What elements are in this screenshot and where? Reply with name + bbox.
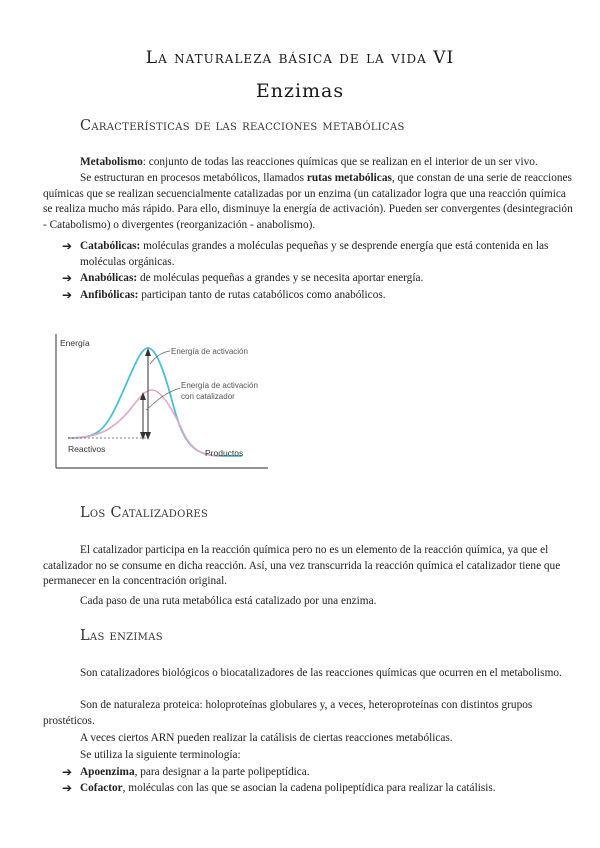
paragraph-terminologia: Se utiliza la siguiente terminología: <box>80 749 241 761</box>
text-cofactor: , moléculas con las que se asocian la cadena polipeptídica para realizar la catálisis. <box>122 782 496 794</box>
section-heading-catalizadores: Los Catalizadores <box>80 505 209 521</box>
term-catabolicas: Catabólicas: <box>80 240 141 252</box>
term-anfibolicas: Anfibólicas: <box>80 289 139 301</box>
list-item-apoenzima <box>62 765 572 781</box>
rutas-text-a: Se estructuran en procesos metabólicos, llamados <box>80 172 307 184</box>
paragraph-arn: A veces ciertos ARN pueden realizar la catálisis de ciertas reacciones metabólicas. <box>80 732 453 744</box>
paragraph-catalizador: El catalizador participa en la reacción química pero no es un elemento de la reacción química, ya que el catalizador no se consume en dicha reacción. Así, una vez transcurrida la reacción química el catalizador tiene que permanecer en la concentración original. <box>43 544 561 588</box>
term-anabolicas: Anabólicas: <box>80 272 138 284</box>
paragraph-ruta-enzima: Cada paso de una ruta metabólica está catalizado por una enzima. <box>80 595 377 607</box>
label-catalyzed-line2: con catalizador <box>181 392 235 401</box>
term-metabolismo: Metabolismo <box>80 156 143 168</box>
label-products: Productos <box>205 448 244 458</box>
list-item-anfibolicas <box>62 288 572 304</box>
catalyzed-arrow-head-down <box>140 432 146 440</box>
list-item-catabolicas <box>62 239 572 270</box>
section-heading-enzimas: Las enzimas <box>80 628 163 644</box>
catalyzed-label-leader <box>146 388 180 410</box>
arrow-icon: ➔ <box>62 271 73 285</box>
list-item-cofactor <box>62 781 572 797</box>
text-apoenzima: , para designar a la parte polipeptídica. <box>134 766 310 778</box>
arrow-icon: ➔ <box>62 288 73 302</box>
section-heading-reacciones: Características de las reacciones metabólicas <box>80 118 405 134</box>
document-subtitle: Enzimas <box>255 80 345 102</box>
arrow-icon: ➔ <box>62 781 73 795</box>
activation-arrow-head-down <box>145 432 151 440</box>
label-reactants: Reactivos <box>68 444 106 454</box>
label-activation-energy: Energía de activación <box>171 347 248 356</box>
document-title: La naturaleza básica de la vida VI <box>145 48 455 68</box>
text-anfibolicas: participan tanto de rutas catabólicos como anabólicos. <box>138 289 386 301</box>
paragraph-biocatalizadores: Son catalizadores biológicos o biocatalizadores de las reacciones químicas que ocurren en el metabolismo. <box>80 667 562 679</box>
term-rutas-metabolicas: rutas metabólicas <box>306 172 392 184</box>
text-anabolicas: de moléculas pequeñas a grandes y se necesita aportar energía. <box>137 272 424 284</box>
arrow-icon: ➔ <box>62 239 73 253</box>
rutas-text-b: , que constan de una serie de reacciones químicas que se realizan secuencialmente catalizadas por un enzima (un catalizador logra que una reacción química se realiza mucho más rápido. Para ello, disminuye la energía de activación). Pueden ser convergentes (desintegración - Catabolismo) o divergentes (reorganización - anabolismo). <box>43 172 573 232</box>
paragraph-metabolismo <box>43 155 573 171</box>
definition-metabolismo: : conjunto de todas las reacciones químicas que se realizan en el interior de un ser vivo. <box>142 156 538 168</box>
list-item-anabolicas <box>62 271 572 287</box>
text-catabolicas: moléculas grandes a moléculas pequeñas y se desprende energía que está contenida en las moléculas orgánicas. <box>80 240 549 268</box>
paragraph-naturaleza-proteica: Son de naturaleza proteica: holoproteínas globulares y, a veces, heteroproteínas con distintos grupos prostéticos. <box>43 699 533 727</box>
paragraph-rutas <box>43 171 573 234</box>
term-apoenzima: Apoenzima <box>80 766 135 778</box>
activation-energy-svg <box>52 330 272 470</box>
label-catalyzed-line1: Energía de activación <box>181 381 258 390</box>
term-cofactor: Cofactor <box>80 782 123 794</box>
arrow-icon: ➔ <box>62 765 73 779</box>
activation-energy-diagram <box>52 330 272 470</box>
y-axis-label: Energía <box>60 338 90 348</box>
